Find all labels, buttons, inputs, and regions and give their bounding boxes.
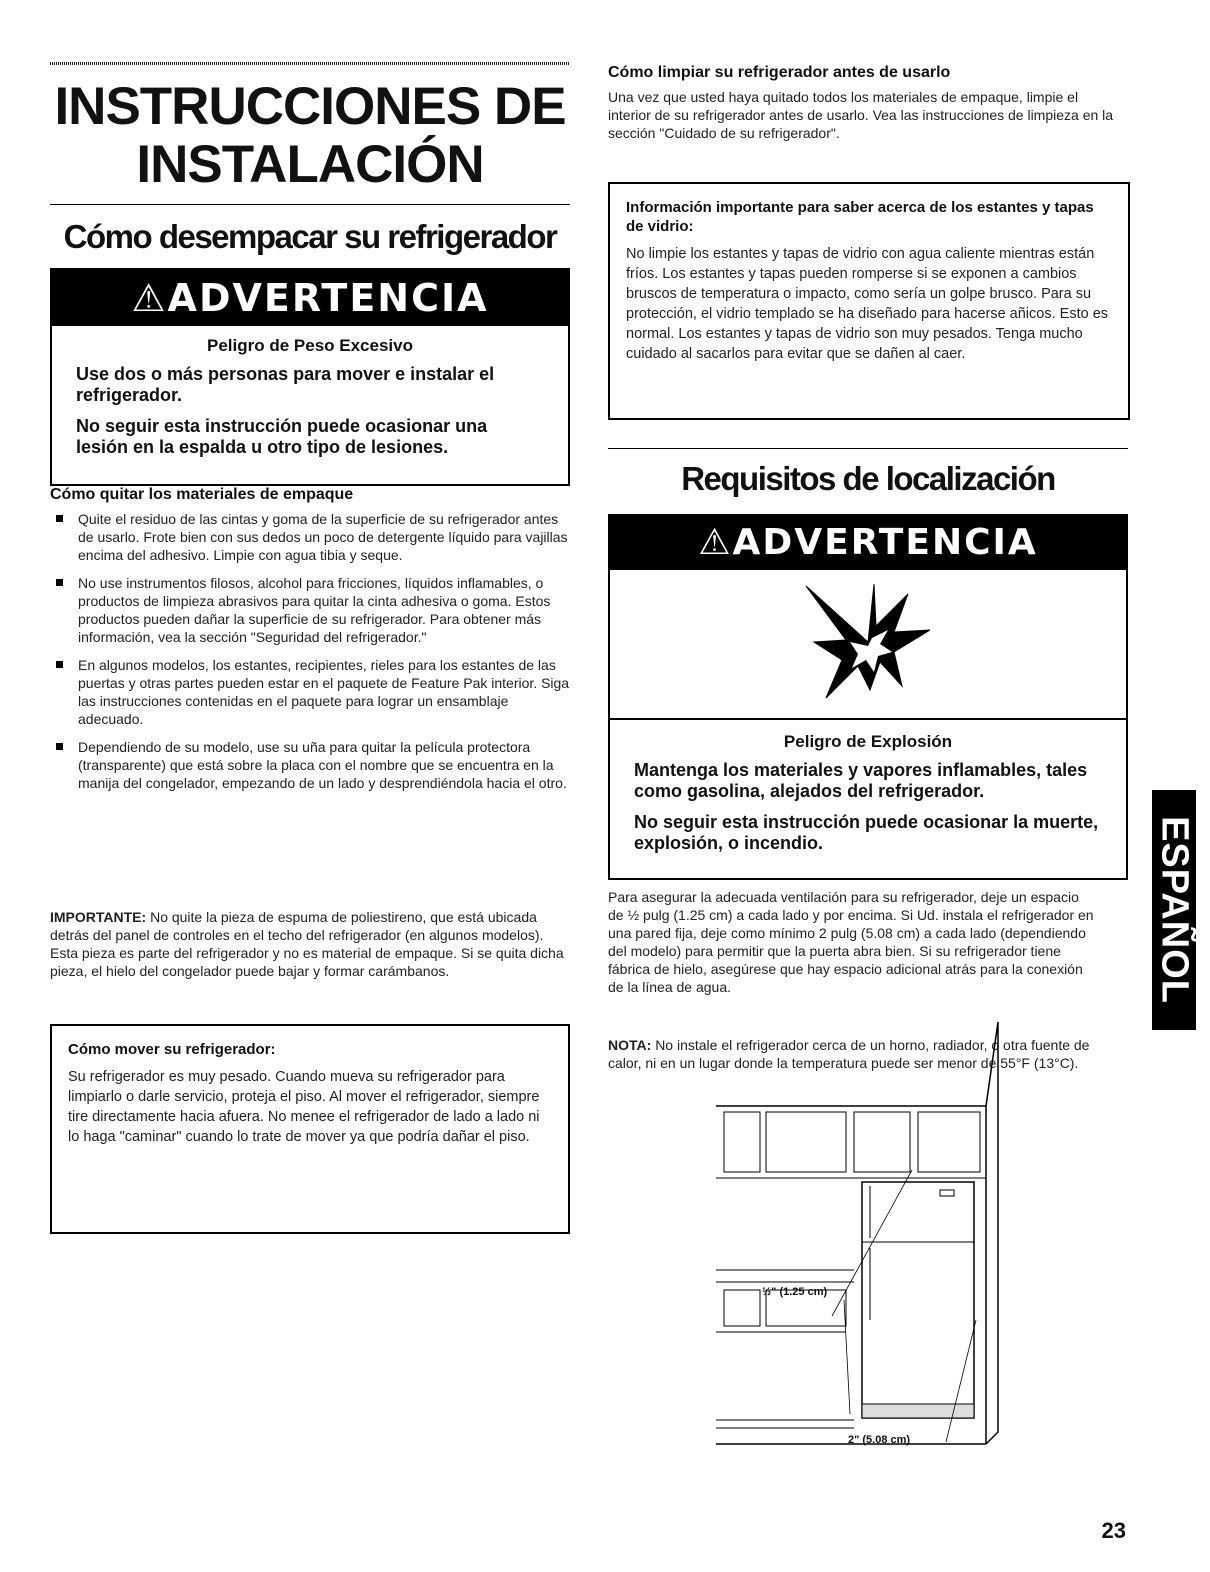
page-title: INSTRUCCIONES DE INSTALACIÓN <box>54 77 566 194</box>
explosion-icon <box>798 582 938 702</box>
list-item: Dependiendo de su modelo, use su uña para quitar la película protectora (transparente) que está sobre la placa con el nombre que se encuentra en la manija del congelador, empezando de un lado y desprendiéndola hacia el otro. <box>50 738 570 792</box>
warning-instruction: Use dos o más personas para mover e instalar el refrigerador. <box>76 364 495 405</box>
location-divider <box>608 448 1128 449</box>
packaging-bullet-list <box>50 510 570 802</box>
warning-header-text: ADVERTENCIA <box>167 276 489 320</box>
important-paragraph <box>50 908 570 980</box>
ventilation-text: Para asegurar la adecuada ventilación para su refrigerador, deje un espacio de ½ pulg (1.25 cm) a cada lado y por encima. Si Ud. instala el refrigerador en una pared fija, deje como mínimo 2 pulg (5.08 cm) a cada lado (dependiendo del modelo) para permitir que la puerta abra bien. Si su refrigerador tiene fábrica de hielo, asegúrese que hay espacio adicional atrás para la conexión de la línea de agua. <box>608 889 1094 995</box>
warning-header <box>610 516 1126 570</box>
warning-subtitle: Peligro de Explosión <box>783 732 953 751</box>
refrigerator-clearance-diagram <box>716 1020 1026 1460</box>
glass-text: No limpie los estantes y tapas de vidrio con agua caliente mientras están fríos. Los estantes y tapas pueden romperse si se exponen a cambios bruscos de temperatura o impacto, como sería un golpe brusco. Para su protección, el vidrio templado se ha diseñado para hacerse añicos. Esto es normal. Los estantes y tapas de vidrio son muy pesados. Tenga mucho cuidado al sacarlos para evitar que se dañen al caer. <box>626 246 1109 362</box>
cleaning-text: Una vez que usted haya quitado todos los materiales de empaque, limpie el interior de su refrigerador antes de usarlo. Vea las instrucciones de limpieza en la sección "Cuidado de su refrigerador". <box>608 89 1114 141</box>
note-text: No instale el refrigerador cerca de un horno, radiador, o otra fuente de calor, ni en un lugar donde la temperatura puede ser menor de 55°F (13°C). <box>608 1037 1090 1071</box>
note-label: NOTA: <box>608 1037 652 1053</box>
side-tab-label: ESPAÑOL <box>1153 816 1196 1004</box>
moving-heading: Cómo mover su refrigerador: <box>68 1041 276 1058</box>
warning-box-explosion <box>608 514 1128 880</box>
warning-body <box>610 732 1126 854</box>
list-item: No use instrumentos filosos, alcohol para fricciones, líquidos inflamables, o productos de limpieza abrasivos para quitar la cinta adhesiva o goma. Estos productos pueden dañar la superficie de su refrigerador. Para obtener más información, vea la sección "Seguridad del refrigerador." <box>50 574 570 646</box>
list-item: En algunos modelos, los estantes, recipientes, rieles para los estantes de las puertas y otras partes pueden estar en el paquete de Feature Pak interior. Siga las instrucciones contenidas en el paquete para lograr un ensamblaje adecuado. <box>50 656 570 728</box>
important-text: No quite la pieza de espuma de poliestireno, que está ubicada detrás del panel de controles en el techo del refrigerador (en algunos modelos). Esta pieza es parte del refrigerador y no es material de empaque. Si se quita dicha pieza, el hielo del congelador puede bajar y formar carámbanos. <box>50 909 564 979</box>
language-side-tab <box>1152 790 1196 1030</box>
list-item: Quite el residuo de las cintas y goma de la superficie de su refrigerador antes de usarlo. Frote bien con sus dedos un poco de detergente líquido para vajillas encima del adhesivo. Limpie con agua tibia y seque. <box>50 510 570 564</box>
warning-consequence: No seguir esta instrucción puede ocasionar una lesión en la espalda u otro tipo de lesiones. <box>76 416 488 457</box>
important-label: IMPORTANTE: <box>50 909 147 925</box>
warning-header <box>52 270 568 326</box>
glass-heading: Información importante para saber acerca de los estantes y tapas de vidrio: <box>626 199 1094 235</box>
remove-packaging-heading: Cómo quitar los materiales de empaque <box>50 486 354 503</box>
cleaning-heading: Cómo limpiar su refrigerador antes de usarlo <box>608 64 951 81</box>
page-number: 23 <box>1101 1518 1126 1543</box>
bullet-square-icon <box>56 743 63 750</box>
diagram-label-half-inch: ½" (1.25 cm) <box>762 1286 828 1298</box>
warning-instruction: Mantenga los materiales y vapores inflamables, tales como gasolina, alejados del refrigerador. <box>634 760 1088 801</box>
title-divider <box>50 204 570 205</box>
top-dotted-rule <box>50 62 570 65</box>
explosion-symbol-area <box>610 570 1126 720</box>
diagram-label-two-inch: 2" (5.08 cm) <box>848 1434 911 1446</box>
moving-text: Su refrigerador es muy pesado. Cuando mueva su refrigerador para limpiarlo o darle servicio, proteja el piso. Al mover el refrigerador, siempre tire directamente hacia afuera. No menee el refrigerador de lado a lado ni lo haga "caminar" cuando lo trate de mover ya que podría dañar el piso. <box>68 1069 540 1145</box>
glass-shelves-box <box>608 182 1130 420</box>
bullet-square-icon <box>56 661 63 668</box>
warning-consequence: No seguir esta instrucción puede ocasionar la muerte, explosión, o incendio. <box>634 812 1099 853</box>
warning-subtitle: Peligro de Peso Excesivo <box>207 336 413 355</box>
section-title-location: Requisitos de localización <box>681 460 1055 497</box>
warning-body <box>52 336 568 458</box>
warning-triangle-icon: ⚠ <box>698 522 733 563</box>
warning-box-weight <box>50 268 570 486</box>
warning-triangle-icon: ⚠ <box>131 276 168 320</box>
warning-header-text: ADVERTENCIA <box>732 522 1038 563</box>
bullet-square-icon <box>56 579 63 586</box>
section-title-unpack: Cómo desempacar su refrigerador <box>63 218 557 255</box>
moving-info-box <box>50 1024 570 1234</box>
bullet-square-icon <box>56 515 63 522</box>
